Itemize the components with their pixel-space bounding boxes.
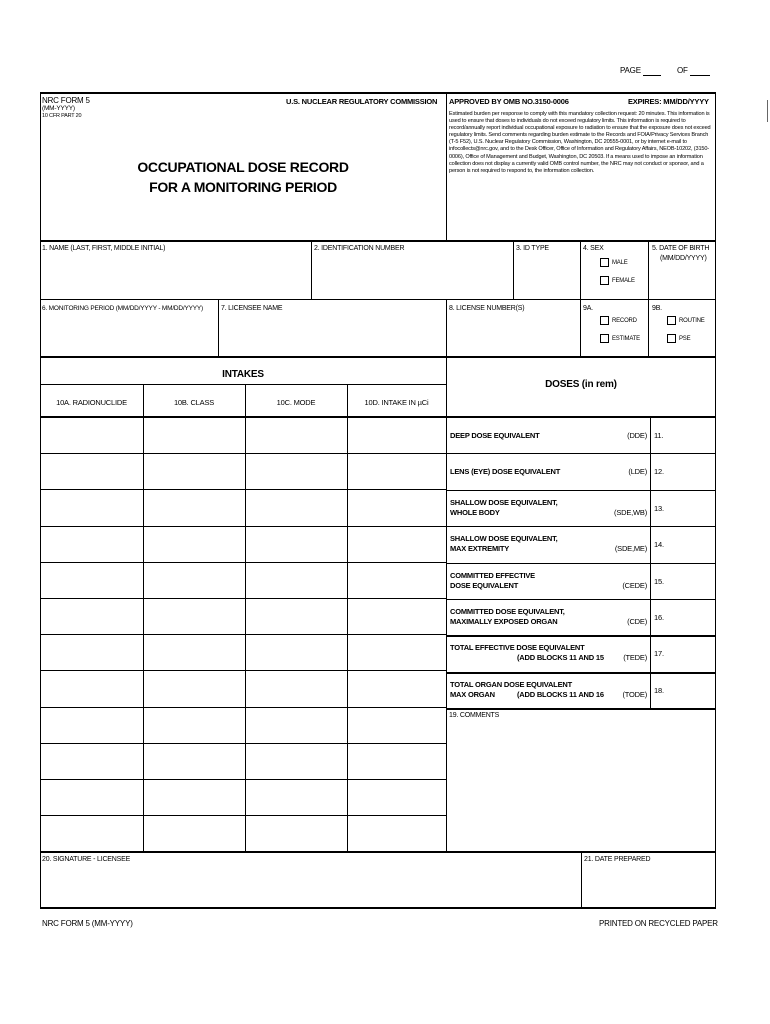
intake-radionuclide-cell[interactable] xyxy=(41,707,143,742)
dose-row-label xyxy=(447,635,650,671)
intake-class-cell[interactable] xyxy=(144,453,245,488)
form-top-border xyxy=(40,92,715,94)
dose-abbreviation: (SDE,ME) xyxy=(614,544,647,554)
dose-block-number: 17. xyxy=(654,649,664,659)
agency-name: U.S. NUCLEAR REGULATORY COMMISSION xyxy=(286,97,438,106)
dose-label-line1: SHALLOW DOSE EQUIVALENT, xyxy=(450,534,558,544)
sex-label: 4. SEX xyxy=(583,245,604,252)
form-left-border xyxy=(40,92,41,908)
intake-mode-cell[interactable] xyxy=(246,670,347,705)
dose-abbreviation: (CDE) xyxy=(627,617,647,626)
dose-label-line1: DEEP DOSE EQUIVALENT xyxy=(450,431,540,440)
dose-row-label xyxy=(447,526,650,562)
comments-label: 19. COMMENTS xyxy=(449,712,500,719)
dose-value-field[interactable] xyxy=(668,672,714,708)
estimate-checkbox[interactable] xyxy=(600,334,609,343)
licensee-name-field[interactable] xyxy=(219,314,446,356)
dose-value-field[interactable] xyxy=(668,490,714,526)
page-total-line[interactable] xyxy=(690,75,710,76)
dose-block-number: 11. xyxy=(654,431,664,440)
doses-title: DOSES (in rem) xyxy=(545,379,617,390)
intake-class-cell[interactable] xyxy=(144,707,245,742)
dose-row-label xyxy=(447,490,650,526)
dose-abbreviation: (SDE,WB) xyxy=(614,507,647,517)
record-checkbox[interactable] xyxy=(600,316,609,325)
dose-label-line2: DOSE EQUIVALENT xyxy=(450,580,519,590)
signature-field[interactable] xyxy=(41,866,580,906)
dose-value-field[interactable] xyxy=(668,453,714,489)
intake-radionuclide-cell[interactable] xyxy=(41,743,143,778)
intake-radionuclide-cell[interactable] xyxy=(41,526,143,561)
dose-abbreviation: (TODE) xyxy=(622,689,647,699)
intake-radionuclide-cell[interactable] xyxy=(41,562,143,597)
dose-value-field[interactable] xyxy=(668,635,714,671)
dose-value-field[interactable] xyxy=(668,526,714,562)
form-title-line1: OCCUPATIONAL DOSE RECORD xyxy=(137,159,349,175)
dose-block-number: 16. xyxy=(654,613,664,622)
estimate-label: ESTIMATE xyxy=(612,336,640,342)
monitoring-period-label: 6. MONITORING PERIOD (MM/DD/YYYY - MM/DD/YYYY) xyxy=(42,305,204,312)
id-number-label: 2. IDENTIFICATION NUMBER xyxy=(314,245,405,252)
intake-class-cell[interactable] xyxy=(144,634,245,669)
dose-label-line2b: (ADD BLOCKS 11 AND 16 xyxy=(517,689,604,699)
intake-mode-cell[interactable] xyxy=(246,815,347,850)
date-prepared-label: 21. DATE PREPARED xyxy=(584,856,651,863)
name-label: 1. NAME (LAST, FIRST, MIDDLE INITIAL) xyxy=(42,245,166,252)
dose-value-field[interactable] xyxy=(668,599,714,635)
intake-class-cell[interactable] xyxy=(144,743,245,778)
intake-mode-cell[interactable] xyxy=(246,779,347,814)
intake-mode-cell[interactable] xyxy=(246,453,347,488)
form-title xyxy=(40,157,446,197)
form-reference: NRC FORM 5 (MM-YYYY) xyxy=(42,919,133,928)
dose-label-line1: LENS (EYE) DOSE EQUIVALENT xyxy=(450,467,561,477)
dose-block-number: 13. xyxy=(654,503,664,513)
dose-label-line2: WHOLE BODY xyxy=(450,507,500,517)
expiration: EXPIRES: MM/DD/YYYY xyxy=(628,97,709,106)
intake-mode-cell[interactable] xyxy=(246,598,347,633)
page-label: PAGE xyxy=(620,66,641,75)
intake-radionuclide-cell[interactable] xyxy=(41,670,143,705)
intake-intake-cell[interactable] xyxy=(348,417,446,452)
license-numbers-label: 8. LICENSE NUMBER(S) xyxy=(449,305,525,312)
dose-label-line1: TOTAL EFFECTIVE DOSE EQUIVALENT xyxy=(450,643,585,653)
intake-intake-cell[interactable] xyxy=(348,453,446,488)
burden-statement: Estimated burden per response to comply with this mandatory collection request: 20 minutes. This information is used to ensure that doses to individuals do not exceed regulatory limits. This information is required to record/annually report individual occupational exposure to radiation to ensure that the exposure does not exceed regulatory limits. Send comments regarding burden estimate to the Records and FOIA/Privacy Services Branch (T-5 F52), U.S. Nuclear Regulatory Commission, Washington, DC 20555-0001, or by internet e-mail to infocollects@nrc.gov, and to the Desk Officer, Office of Information and Regulatory Affairs, NEOB-10202, (3150-0006), Office of Management and Budget, Washington, DC 20503. If a means used to impose an information collection does not display a currently valid OMB control number, the NRC may not conduct or sponsor, and a person is not required to respond to, the information collection. xyxy=(449,111,711,174)
intake-intake-cell[interactable] xyxy=(348,779,446,814)
routine-checkbox[interactable] xyxy=(667,316,676,325)
dose-block-number: 12. xyxy=(654,467,664,477)
intake-radionuclide-cell[interactable] xyxy=(41,489,143,524)
omb-approval: APPROVED BY OMB NO.3150-0006 xyxy=(449,97,569,106)
intake-class-cell[interactable] xyxy=(144,598,245,633)
dose-block-number: 18. xyxy=(654,685,664,695)
dose-row-label xyxy=(447,453,650,489)
dose-label-line1: TOTAL ORGAN DOSE EQUIVALENT xyxy=(450,679,572,689)
id-number-field[interactable] xyxy=(312,254,513,299)
dose-row-label xyxy=(447,672,650,708)
dob-format: (MM/DD/YYYY) xyxy=(660,255,707,262)
intake-intake-cell[interactable] xyxy=(348,815,446,850)
dose-value-field[interactable] xyxy=(668,563,714,599)
intake-radionuclide-cell[interactable] xyxy=(41,598,143,633)
pse-checkbox[interactable] xyxy=(667,334,676,343)
monitoring-period-field[interactable] xyxy=(41,314,218,356)
intake-class-cell[interactable] xyxy=(144,815,245,850)
dose-row-label xyxy=(447,599,650,635)
intake-intake-cell[interactable] xyxy=(348,562,446,597)
intake-class-cell[interactable] xyxy=(144,670,245,705)
dose-block-number: 15. xyxy=(654,576,664,586)
dose-label-line2: (ADD BLOCKS 11 AND 15 xyxy=(517,653,604,663)
form-title-line2: FOR A MONITORING PERIOD xyxy=(149,179,337,195)
intake-intake-cell[interactable] xyxy=(348,526,446,561)
dose-abbreviation: (CEDE) xyxy=(622,580,647,590)
intake-radionuclide-cell[interactable] xyxy=(41,634,143,669)
intake-radionuclide-cell[interactable] xyxy=(41,453,143,488)
field-9b-label: 9B. xyxy=(652,305,662,312)
female-label: FEMALE xyxy=(612,278,635,284)
male-checkbox[interactable] xyxy=(600,258,609,267)
license-numbers-field[interactable] xyxy=(447,314,580,356)
intake-class-cell[interactable] xyxy=(144,779,245,814)
dose-block-number: 14. xyxy=(654,540,664,550)
intake-mode-cell[interactable] xyxy=(246,489,347,524)
scan-edge-mark xyxy=(767,100,768,122)
intake-mode-cell[interactable] xyxy=(246,634,347,669)
intake-mode-cell[interactable] xyxy=(246,562,347,597)
field-9a-label: 9A. xyxy=(583,305,593,312)
intake-radionuclide-cell[interactable] xyxy=(41,417,143,452)
dose-value-field[interactable] xyxy=(668,417,714,453)
id-type-label: 3. ID TYPE xyxy=(516,245,549,252)
dose-label-line1: COMMITTED DOSE EQUIVALENT, xyxy=(450,607,565,616)
dob-label: 5. DATE OF BIRTH xyxy=(652,245,710,252)
class-header: 10B. CLASS xyxy=(173,398,215,407)
dose-label-line1: COMMITTED EFFECTIVE xyxy=(450,570,535,580)
date-prepared-field[interactable] xyxy=(582,866,714,906)
intake-mode-cell[interactable] xyxy=(246,417,347,452)
form-right-border xyxy=(715,92,716,908)
comments-field[interactable] xyxy=(447,722,714,850)
dob-field[interactable] xyxy=(650,264,714,298)
intakes-title: INTAKES xyxy=(222,369,264,380)
intake-class-cell[interactable] xyxy=(144,526,245,561)
dose-abbreviation: (LDE) xyxy=(628,467,647,477)
dose-row-divider xyxy=(446,708,715,710)
male-label: MALE xyxy=(612,260,628,266)
dose-label-line2: MAXIMALLY EXPOSED ORGAN xyxy=(450,617,558,626)
name-field[interactable] xyxy=(41,254,311,299)
header-bottom-border xyxy=(40,240,715,242)
page-number-line[interactable] xyxy=(643,75,661,76)
radionuclide-header: 10A. RADIONUCLIDE xyxy=(56,398,127,407)
dose-label-line2: MAX EXTREMITY xyxy=(450,544,510,554)
intake-radionuclide-cell[interactable] xyxy=(41,815,143,850)
intake-class-cell[interactable] xyxy=(144,562,245,597)
record-label: RECORD xyxy=(612,318,637,324)
dose-label-line1: SHALLOW DOSE EQUIVALENT, xyxy=(450,497,558,507)
routine-label: ROUTINE xyxy=(679,318,705,324)
licensee-name-label: 7. LICENSEE NAME xyxy=(221,305,283,312)
pse-label: PSE xyxy=(679,336,691,342)
cfr-reference: 10 CFR PART 20 xyxy=(42,113,82,119)
of-label: OF xyxy=(677,66,688,75)
intake-intake-cell[interactable] xyxy=(348,670,446,705)
recycled-notice: PRINTED ON RECYCLED PAPER xyxy=(599,919,718,928)
dose-row-label xyxy=(447,563,650,599)
intake-intake-cell[interactable] xyxy=(348,743,446,778)
dose-abbreviation: (TEDE) xyxy=(623,653,647,663)
female-checkbox[interactable] xyxy=(600,276,609,285)
intake-mode-cell[interactable] xyxy=(246,743,347,778)
dose-abbreviation: (DDE) xyxy=(627,431,647,440)
intake-class-cell[interactable] xyxy=(144,489,245,524)
id-type-field[interactable] xyxy=(514,254,580,299)
intake-intake-cell[interactable] xyxy=(348,598,446,633)
signature-label: 20. SIGNATURE - LICENSEE xyxy=(42,856,131,863)
intake-intake-cell[interactable] xyxy=(348,634,446,669)
header-divider xyxy=(446,92,447,240)
form-date: (MM-YYYY) xyxy=(42,105,75,112)
mode-header: 10C. MODE xyxy=(276,398,316,407)
intake-header: 10D. INTAKE IN µCi xyxy=(364,398,429,407)
intake-radionuclide-cell[interactable] xyxy=(41,779,143,814)
intake-mode-cell[interactable] xyxy=(246,707,347,742)
form-bottom-border xyxy=(40,907,716,909)
intake-mode-cell[interactable] xyxy=(246,526,347,561)
form-number: NRC FORM 5 xyxy=(42,96,90,105)
dose-label-line2: MAX ORGAN xyxy=(450,689,495,699)
intake-intake-cell[interactable] xyxy=(348,707,446,742)
intake-intake-cell[interactable] xyxy=(348,489,446,524)
dose-row-label xyxy=(447,417,650,453)
intake-class-cell[interactable] xyxy=(144,417,245,452)
